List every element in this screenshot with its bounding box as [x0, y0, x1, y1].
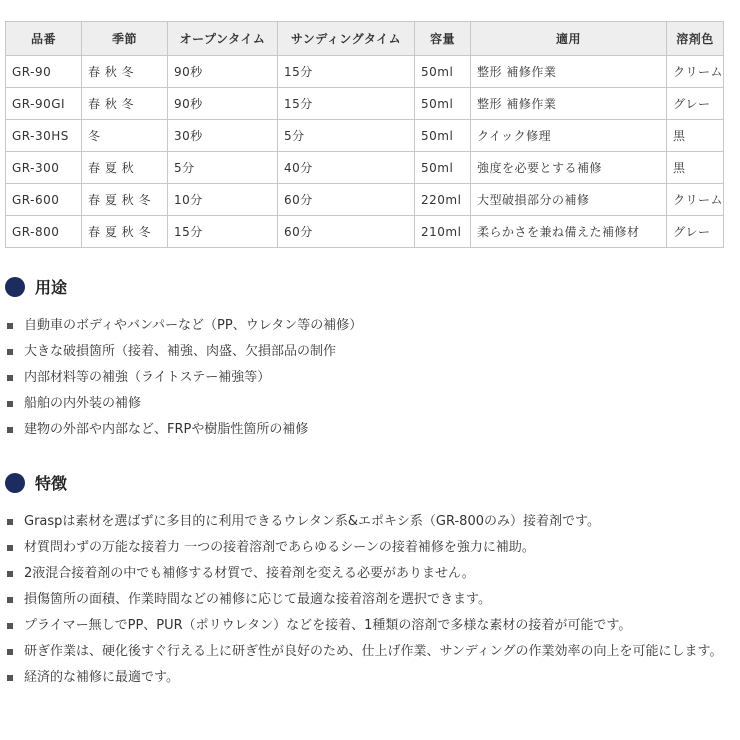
table-row [6, 56, 724, 88]
list-item [5, 316, 725, 336]
cell-open-time: 15分 [168, 216, 278, 248]
square-bullet-icon [7, 571, 13, 577]
cell-sanding-time: 15分 [278, 56, 415, 88]
square-bullet-icon [7, 401, 13, 407]
list-item-text: Graspは素材を選ばずに多目的に利用できるウレタン系&エポキシ系（GR-800のみ）接着剤です。 [24, 514, 600, 529]
table-row [6, 88, 724, 120]
cell-application: 整形 補修作業 [471, 88, 667, 120]
list-item-text: 研ぎ作業は、硬化後すぐ行える上に研ぎ性が良好のため、仕上げ作業、サンディングの作業効率の向上を可能にします。 [24, 644, 723, 659]
cell-solvent-color: グレー [667, 216, 724, 248]
cell-sanding-time: 5分 [278, 120, 415, 152]
cell-part-number: GR-90GI [6, 88, 82, 120]
cell-sanding-time: 40分 [278, 152, 415, 184]
cell-open-time: 90秒 [168, 88, 278, 120]
header-solvent-color: 溶剤色 [667, 22, 724, 56]
cell-sanding-time: 60分 [278, 184, 415, 216]
list-item [5, 538, 733, 558]
square-bullet-icon [7, 323, 13, 329]
cell-open-time: 5分 [168, 152, 278, 184]
list-item [5, 342, 725, 362]
header-part-number: 品番 [6, 22, 82, 56]
cell-open-time: 90秒 [168, 56, 278, 88]
cell-capacity: 50ml [415, 56, 471, 88]
header-sanding-time: サンディングタイム [278, 22, 415, 56]
list-item [5, 512, 733, 532]
cell-capacity: 210ml [415, 216, 471, 248]
list-item-text: 建物の外部や内部など、FRPや樹脂性箇所の補修 [24, 422, 309, 437]
cell-part-number: GR-30HS [6, 120, 82, 152]
square-bullet-icon [7, 545, 13, 551]
cell-application: クイック修理 [471, 120, 667, 152]
square-bullet-icon [7, 427, 13, 433]
cell-season: 春 秋 冬 [82, 88, 168, 120]
cell-solvent-color: 黒 [667, 152, 724, 184]
table-row [6, 216, 724, 248]
list-item-text: 材質問わずの万能な接着力 一つの接着溶剤であらゆるシーンの接着補修を強力に補助。 [24, 540, 535, 555]
cell-sanding-time: 60分 [278, 216, 415, 248]
features-heading-text: 特徴 [35, 474, 68, 493]
cell-application: 大型破損部分の補修 [471, 184, 667, 216]
cell-season: 冬 [82, 120, 168, 152]
uses-heading [5, 275, 67, 298]
table-row [6, 120, 724, 152]
features-list [5, 512, 733, 694]
uses-list [5, 316, 725, 446]
list-item-text: 損傷箇所の面積、作業時間などの補修に応じて最適な接着溶剤を選択できます。 [24, 592, 491, 607]
uses-heading-text: 用途 [35, 278, 68, 297]
cell-season: 春 夏 秋 [82, 152, 168, 184]
cell-application: 柔らかさを兼ね備えた補修材 [471, 216, 667, 248]
list-item-text: 内部材料等の補強（ライトステー補強等） [24, 370, 271, 385]
cell-part-number: GR-300 [6, 152, 82, 184]
header-open-time: オープンタイム [168, 22, 278, 56]
cell-solvent-color: クリーム [667, 56, 724, 88]
cell-season: 春 夏 秋 冬 [82, 216, 168, 248]
table-row [6, 184, 724, 216]
list-item-text: 大きな破損箇所（接着、補強、肉盛、欠損部品の制作 [24, 344, 337, 359]
cell-sanding-time: 15分 [278, 88, 415, 120]
square-bullet-icon [7, 675, 13, 681]
cell-solvent-color: グレー [667, 88, 724, 120]
features-heading [5, 471, 67, 494]
list-item [5, 590, 733, 610]
list-item-text: 経済的な補修に最適です。 [24, 670, 179, 685]
cell-part-number: GR-90 [6, 56, 82, 88]
bullet-circle-icon [5, 277, 25, 297]
square-bullet-icon [7, 349, 13, 355]
square-bullet-icon [7, 519, 13, 525]
list-item [5, 642, 733, 662]
cell-capacity: 50ml [415, 120, 471, 152]
list-item-text: 船舶の内外装の補修 [24, 396, 142, 411]
square-bullet-icon [7, 375, 13, 381]
cell-part-number: GR-600 [6, 184, 82, 216]
list-item [5, 616, 733, 636]
cell-capacity: 50ml [415, 88, 471, 120]
list-item-text: プライマー無しでPP、PUR（ポリウレタン）などを接着、1種類の溶剤で多様な素材の接着が可能です。 [24, 618, 632, 633]
list-item-text: 2液混合接着剤の中でも補修する材質で、接着剤を変える必要がありません。 [24, 566, 475, 581]
header-capacity: 容量 [415, 22, 471, 56]
table-row [6, 152, 724, 184]
cell-capacity: 50ml [415, 152, 471, 184]
cell-application: 整形 補修作業 [471, 56, 667, 88]
cell-solvent-color: 黒 [667, 120, 724, 152]
list-item [5, 394, 725, 414]
list-item [5, 564, 733, 584]
cell-season: 春 秋 冬 [82, 56, 168, 88]
square-bullet-icon [7, 649, 13, 655]
cell-open-time: 30秒 [168, 120, 278, 152]
cell-open-time: 10分 [168, 184, 278, 216]
cell-part-number: GR-800 [6, 216, 82, 248]
header-application: 適用 [471, 22, 667, 56]
list-item [5, 368, 725, 388]
bullet-circle-icon [5, 473, 25, 493]
table-header-row [6, 22, 724, 56]
cell-season: 春 夏 秋 冬 [82, 184, 168, 216]
list-item [5, 668, 733, 688]
cell-solvent-color: クリーム [667, 184, 724, 216]
list-item-text: 自動車のボディやバンパーなど（PP、ウレタン等の補修） [24, 318, 363, 333]
product-spec-table [5, 21, 724, 248]
header-season: 季節 [82, 22, 168, 56]
square-bullet-icon [7, 597, 13, 603]
square-bullet-icon [7, 623, 13, 629]
cell-capacity: 220ml [415, 184, 471, 216]
cell-application: 強度を必要とする補修 [471, 152, 667, 184]
list-item [5, 420, 725, 440]
